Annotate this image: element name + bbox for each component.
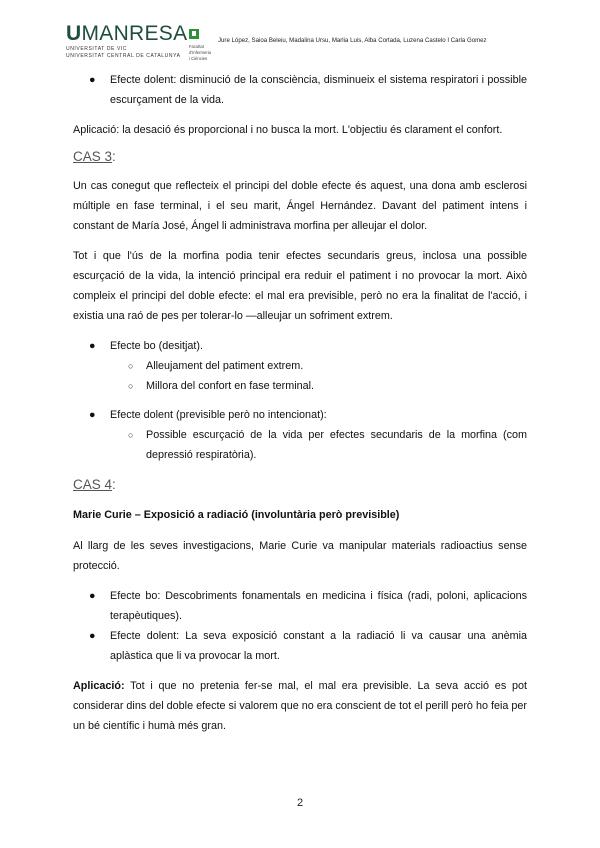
list-item: ● Efecte bo: Descobriments fonamentals en medicina i física (radi, poloni, aplicacions terapèutiques). <box>73 586 527 626</box>
bullet-icon: ● <box>89 74 96 86</box>
document-body <box>73 70 527 736</box>
list-item: ● Efecte bo (desitjat). <box>73 336 527 356</box>
logo-subtitle-2: UNIVERSITAT CENTRAL DE CATALUNYA <box>66 53 181 59</box>
sub-list-item: ○ Alleujament del patiment extrem. <box>73 356 527 376</box>
cas3-heading: CAS 3: <box>73 149 116 164</box>
list-item: ● Efecte dolent (previsible però no intencionat): <box>73 405 527 425</box>
page-header <box>0 0 600 70</box>
cas4-heading: CAS 4: <box>73 477 116 492</box>
sub-list-item: ○ Millora del confort en fase terminal. <box>73 376 527 396</box>
page-number: 2 <box>296 797 304 809</box>
cas3-paragraph-1: Un cas conegut que reflecteix el principi del doble efecte és aquest, una dona amb esclerosi múltiple en fase terminal, i el seu marit, Ángel Hernández. Davant del patiment intens i constant de María José, Ángel li administrava morfina per alleujar el dolor. <box>73 180 527 232</box>
circle-bullet-icon: ○ <box>128 381 134 391</box>
cas4-aplicacio-paragraph: Aplicació: Tot i que no pretenia fer-se mal, el mal era previsible. La seva acció es pot considerar dins del doble efecte si valorem que no era conscient de tot el perill però ho feia per un bé científic i humà més gran. <box>73 680 527 732</box>
faculty-logo-text-3: i Ciències <box>189 56 208 61</box>
cas3-paragraph-2: Tot i que l'ús de la morfina podia tenir efectes secundaris greus, inclosa una possible escurçació de la vida, la intenció principal era reduir el patiment i no provocar la mort. Això compleix el principi del doble efecte: el mal era previsible, però no era la finalitat de l'acció, i existia una raó de pes per tolerar-lo —alleujar un sofriment extrem. <box>73 250 527 322</box>
circle-bullet-icon: ○ <box>128 430 134 440</box>
bullet-icon: ● <box>89 590 96 602</box>
faculty-logo-text-2: d'Infermeria <box>189 50 211 55</box>
bullet-icon: ● <box>89 340 96 352</box>
list-item: ● Efecte dolent: disminució de la consciència, disminueix el sistema respiratori i possible escurçament de la vida. <box>73 70 527 110</box>
cas4-subheading: Marie Curie – Exposició a radiació (involuntària però previsible) <box>73 509 400 521</box>
authors-line: Jure López, Saioa Beleiu, Madalina Ursu, Marlia Luis, Alba Cortada, Luzena Castelo I Carla Gomez <box>218 37 487 44</box>
logo-subtitle-1: UNIVERSITAT DE VIC <box>66 46 128 52</box>
aplicacio-paragraph: Aplicació: la desació és proporcional i no busca la mort. L'objectiu és clarament el confort. <box>73 124 503 136</box>
faculty-logo-text-1: Facultat <box>189 44 204 49</box>
umanresa-logo: UMANRESA <box>66 22 188 45</box>
bullet-icon: ● <box>89 409 96 421</box>
sub-list-item: ○ Possible escurçació de la vida per efectes secundaris de la morfina (com depressió respiratòria). <box>73 425 527 465</box>
cas4-paragraph-1: Al llarg de les seves investigacions, Marie Curie va manipular materials radioactius sense protecció. <box>73 540 527 572</box>
bullet-icon: ● <box>89 630 96 642</box>
faculty-logo-icon <box>189 29 199 39</box>
list-item: ● Efecte dolent: La seva exposició constant a la radiació li va causar una anèmia aplàstica que li va provocar la mort. <box>73 626 527 666</box>
circle-bullet-icon: ○ <box>128 361 134 371</box>
